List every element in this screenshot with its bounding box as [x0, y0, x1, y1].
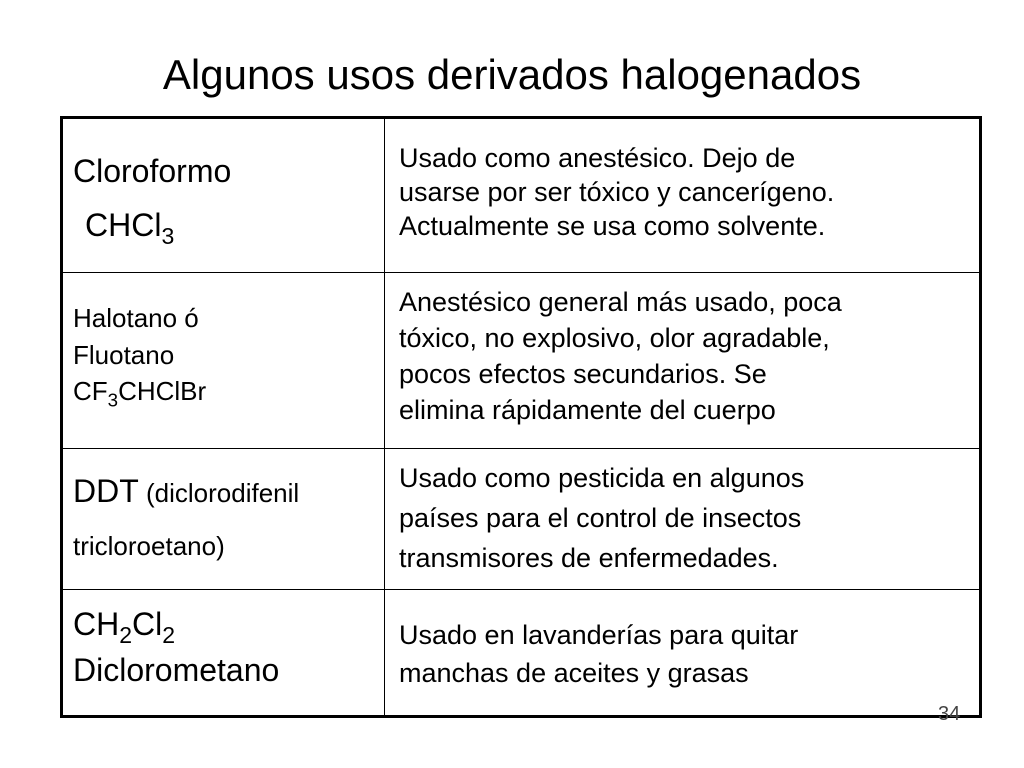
description-cell [385, 119, 979, 272]
compound-formula: $CF_3CHClBr$ [73, 376, 207, 411]
table-row [63, 448, 979, 589]
table-row [63, 119, 979, 272]
compound-cell [63, 119, 385, 272]
description-cell [385, 449, 979, 589]
description-line: elimina rápidamente del cuerpo [399, 395, 776, 425]
compound-alt-name: Fluotano [73, 340, 175, 370]
description-line: Usado como anestésico. Dejo de [399, 143, 796, 173]
uses-table [60, 116, 982, 718]
description-line: Usado en lavanderías para quitar [399, 620, 799, 650]
compound-cell [63, 449, 385, 589]
page-number: 34 [938, 703, 961, 725]
table-row [63, 272, 979, 448]
description-line: Usado como pesticida en algunos [399, 463, 805, 493]
compound-full-name: tricloroetano) [73, 531, 225, 561]
compound-formula: $CH_2Cl_2$ [73, 606, 176, 649]
description-line: Anestésico general más usado, poca [399, 287, 842, 317]
compound-name: Cloroformo [73, 153, 232, 189]
compound-name: Halotano ó [73, 303, 199, 333]
compound-name: DDT (diclorodifenil [73, 473, 300, 509]
description-line: transmisores de enfermedades. [399, 543, 779, 573]
description-line: países para el control de insectos [399, 503, 802, 533]
description-line: manchas de aceites y grasas [399, 658, 749, 688]
compound-name: Diclorometano [73, 652, 280, 688]
compound-formula: CHCl$_3$ [85, 207, 175, 250]
table-row [63, 589, 979, 715]
description-line: Actualmente se usa como solvente. [399, 211, 826, 241]
description-cell [385, 590, 979, 715]
description-line: pocos efectos secundarios. Se [399, 359, 767, 389]
description-line: tóxico, no explosivo, olor agradable, [399, 323, 830, 353]
compound-cell [63, 590, 385, 715]
compound-cell [63, 273, 385, 448]
description-cell [385, 273, 979, 448]
slide-title: Algunos usos derivados halogenados [162, 51, 862, 98]
description-line: usarse por ser tóxico y cancerígeno. [399, 177, 835, 207]
